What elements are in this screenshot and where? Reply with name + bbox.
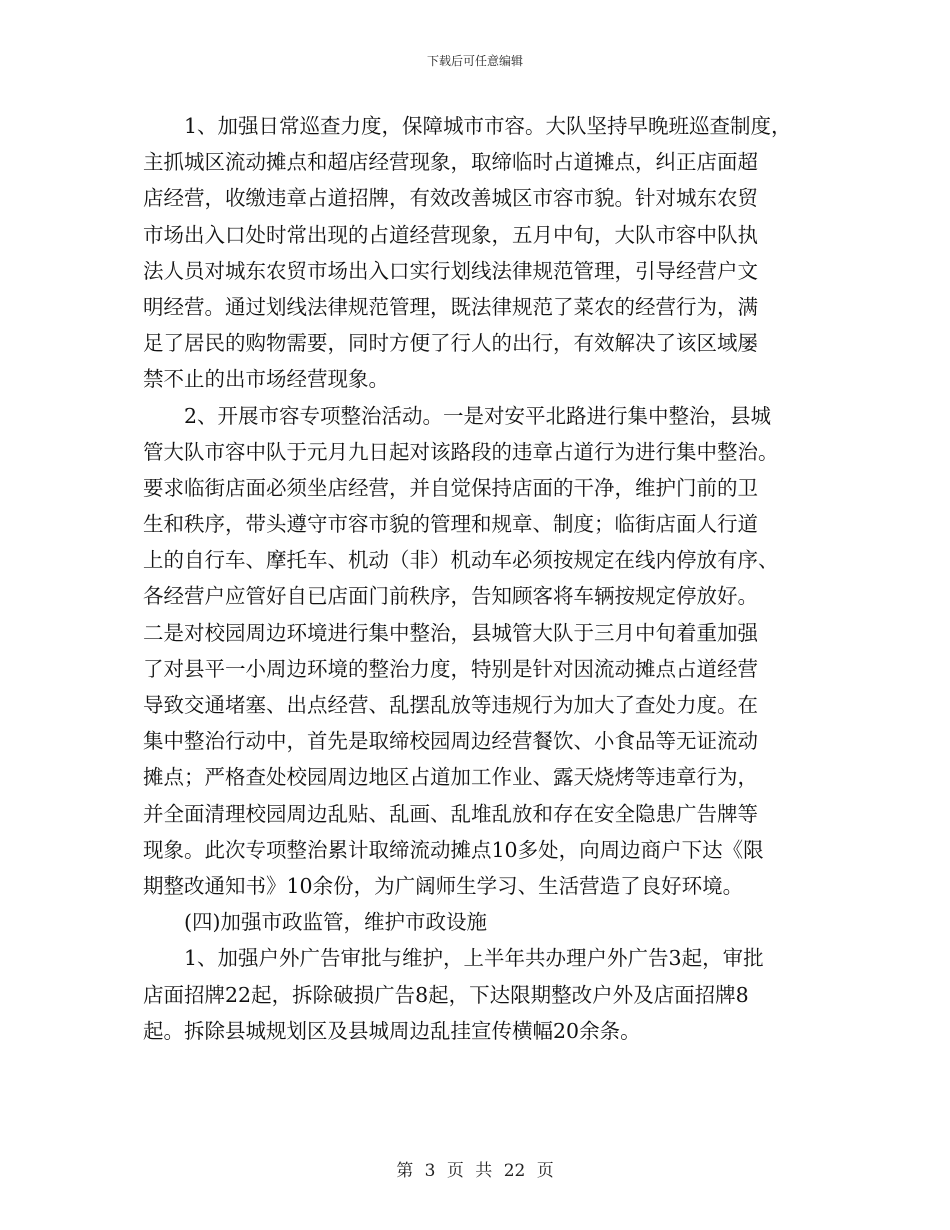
page-number-footer: 第 3 页 共 22 页 (396, 1161, 554, 1181)
paragraph-line: 禁不止的出市场经营现象。 (143, 367, 389, 392)
paragraph-line: 摊点；严格查处校园周边地区占道加工作业、露天烧烤等违章行为， (143, 765, 758, 790)
paragraph-line: 法人员对城东农贸市场出入口实行划线法律规范管理，引导经营户文 (143, 258, 758, 283)
paragraph-line: 2、开展市容专项整治活动。一是对安平北路进行集中整治，县城 (184, 403, 772, 428)
paragraph-line: 足了居民的购物需要，同时方便了行人的出行，有效解决了该区域屡 (143, 331, 758, 356)
paragraph-line: 现象。此次专项整治累计取缔流动摊点10多处，向周边商户下达《限 (143, 837, 764, 862)
document-body (143, 108, 833, 1049)
page-header: 下载后可任意编辑 (426, 54, 523, 68)
paragraph-line: 期整改通知书》10余份，为广阔师生学习、生活营造了良好环境。 (143, 873, 744, 898)
paragraph-line: 并全面清理校园周边乱贴、乱画、乱堆乱放和存在安全隐患广告牌等 (143, 801, 758, 826)
section-heading: (四)加强市政监管，维护市政设施 (184, 910, 487, 935)
paragraph-line: 1、加强户外广告审批与维护，上半年共办理户外广告3起，审批 (184, 946, 764, 971)
paragraph-line: 明经营。通过划线法律规范管理，既法律规范了菜农的经营行为，满 (143, 294, 758, 319)
paragraph-line: 集中整治行动中，首先是取缔校园周边经营餐饮、小食品等无证流动 (143, 729, 758, 754)
paragraph-line: 导致交通堵塞、出点经营、乱摆乱放等违规行为加大了查处力度。在 (143, 693, 758, 717)
paragraph-line: 二是对校园周边环境进行集中整治，县城管大队于三月中旬着重加强 (143, 620, 758, 645)
paragraph-line: 要求临街店面必须坐店经营，并自觉保持店面的干净，维护门前的卫 (143, 475, 758, 500)
paragraph-line: 起。拆除县城规划区及县城周边乱挂宣传横幅20余条。 (143, 1018, 641, 1043)
paragraph-line: 1、加强日常巡查力度，保障城市市容。大队坚持早晚班巡查制度， (184, 114, 792, 138)
paragraph-line: 生和秩序，带头遵守市容市貌的管理和规章、制度；临街店面人行道 (143, 512, 758, 537)
paragraph-line: 管大队市容中队于元月九日起对该路段的违章占道行为进行集中整治。 (143, 439, 779, 464)
paragraph-line: 市场出入口处时常出现的占道经营现象，五月中旬，大队市容中队执 (143, 222, 758, 247)
paragraph-line: 主抓城区流动摊点和超店经营现象，取缔临时占道摊点，纠正店面超 (143, 150, 758, 175)
paragraph-line: 店面招牌22起，拆除破损广告8起，下达限期整改户外及店面招牌8 (143, 982, 749, 1007)
paragraph-line: 各经营户应管好自已店面门前秩序，告知顾客将车辆按规定停放好。 (143, 584, 758, 609)
paragraph-line: 上的自行车、摩托车、机动（非）机动车必须按规定在线内停放有序、 (143, 548, 779, 573)
paragraph-line: 店经营，收缴违章占道招牌，有效改善城区市容市貌。针对城东农贸 (143, 186, 758, 211)
paragraph-line: 了对县平一小周边环境的整治力度，特别是针对因流动摊点占道经营 (143, 656, 758, 681)
